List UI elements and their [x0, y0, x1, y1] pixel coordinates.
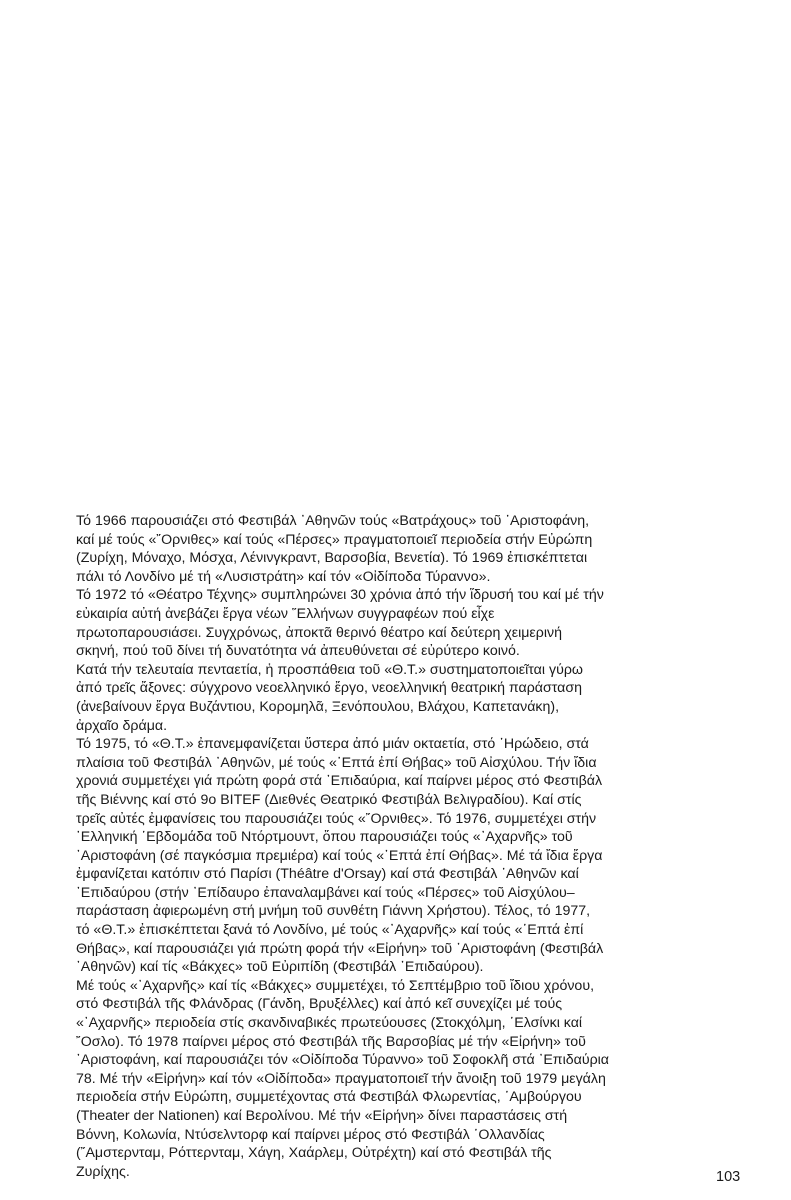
- text-line: ᾿Επιδαύρου (στήν ᾿Επίδαυρο ἐπαναλαμβάνει καί τούς «Πέρσες» τοῦ Αἰσχύλου–: [76, 884, 575, 901]
- text-line: «᾿Αχαρνῆς» περιοδεία στίς σκανδιναβικές πρωτεύουσες (Στοκχόλμη, ῾Ελσίνκι καί: [76, 1015, 583, 1032]
- text-line: εὐκαιρία αὐτή ἀνεβάζει ἔργα νέων ῞Ελλήνων συγγραφέων πού εἶχε: [76, 605, 495, 622]
- text-line: πρωτοπαρουσιάσει. Συγχρόνως, ἀποκτᾶ θερινό θέατρο καί δεύτερη χειμερινή: [76, 624, 562, 641]
- text-line: ῾Ελληνική ῾Εβδομάδα τοῦ Ντόρτμουντ, ὅπου παρουσιάζει τούς «᾿Αχαρνῆς» τοῦ: [76, 829, 573, 846]
- text-line: (ἀνεβαίνουν ἔργα Βυζάντιου, Κορομηλᾶ, Ξενόπουλου, Βλάχου, Καπετανάκη),: [76, 698, 560, 715]
- text-line: ἀπό τρεῖς ἄξονες: σύγχρονο νεοελληνικό ἔργο, νεοελληνική θεατρική παράσταση: [76, 680, 582, 697]
- text-line: περιοδεία στήν Εὐρώπη, συμμετέχοντας στά Φεστιβάλ Φλωρεντίας, ῾Αμβούργου: [76, 1089, 582, 1106]
- text-line: ᾿Αριστοφάνη (σέ παγκόσμια πρεμιέρα) καί τούς «῾Επτά ἐπί Θήβας». Μέ τά ἴδια ἔργα: [76, 847, 603, 864]
- text-line: (῎Αμστερνταμ, Ρόττερνταμ, Χάγη, Χαάρλεμ, Οὐτρέχτη) καί στό Φεστιβάλ τῆς: [76, 1145, 552, 1162]
- page-number: 103: [716, 1169, 741, 1185]
- text-line: Μέ τούς «᾿Αχαρνῆς» καί τίς «Βάκχες» συμμετέχει, τό Σεπτέμβριο τοῦ ἴδιου χρόνου,: [76, 977, 595, 994]
- text-line: Τό 1972 τό «Θέατρο Τέχνης» συμπληρώνει 30 χρόνια ἀπό τήν ἵδρυσή του καί μέ τήν: [76, 587, 604, 604]
- text-line: (Theater der Nationen) καί Βερολίνου. Μέ τήν «Εἰρήνη» δίνει παραστάσεις στή: [76, 1108, 568, 1124]
- text-line: στό Φεστιβάλ τῆς Φλάνδρας (Γάνδη, Βρυξέλλες) καί ἀπό κεῖ συνεχίζει μέ τούς: [76, 996, 563, 1013]
- text-line: ᾿Αριστοφάνη, καί παρουσιάζει τόν «Οἰδίποδα Τύραννο» τοῦ Σοφοκλῆ στά ᾿Επιδαύρια: [76, 1052, 610, 1069]
- text-line: (Ζυρίχη, Μόναχο, Μόσχα, Λένινγκραντ, Βαρσοβία, Βενετία). Τό 1969 ἐπισκέπτεται: [76, 550, 588, 567]
- text-line: χρονιά συμμετέχει γιά πρώτη φορά στά ᾿Επιδαύρια, καί παίρνει μέρος στό Φεστιβάλ: [76, 773, 603, 790]
- text-line: πάλι τό Λονδίνο μέ τή «Λυσιστράτη» καί τόν «Οἰδίποδα Τύραννο».: [76, 568, 491, 585]
- text-line: πλαίσια τοῦ Φεστιβάλ ᾿Αθηνῶν, μέ τούς «῾Επτά ἐπί Θήβας» τοῦ Αἰσχύλου. Τήν ἴδια: [76, 754, 597, 771]
- text-line: παράσταση ἀφιερωμένη στή μνήμη τοῦ συνθέτη Γιάννη Χρήστου). Τέλος, τό 1977,: [76, 903, 591, 920]
- text-line: 78. Μέ τήν «Εἰρήνη» καί τόν «Οἰδίποδα» πραγματοποιεῖ τήν ἄνοιξη τοῦ 1979 μεγάλη: [76, 1070, 606, 1087]
- text-line: ἀρχαῖο δράμα.: [76, 717, 168, 734]
- text-line: σκηνή, πού τοῦ δίνει τή δυνατότητα νά ἀπευθύνεται σέ εὐρύτερο κοινό.: [76, 643, 520, 660]
- text-line: τό «Θ.Τ.» ἐπισκέπτεται ξανά τό Λονδίνο, μέ τούς «᾿Αχαρνῆς» καί τούς «῾Επτά ἐπί: [76, 922, 584, 939]
- text-line: Βόννη, Κολωνία, Ντύσελντορφ καί παίρνει μέρος στό Φεστιβάλ ῾Ολλανδίας: [76, 1126, 545, 1143]
- body-text: [76, 512, 756, 1181]
- text-line: ἐμφανίζεται κατόπιν στό Παρίσι (Théâtre d'Orsay) καί στά Φεστιβάλ ᾿Αθηνῶν καί: [76, 866, 579, 883]
- text-line: Κατά τήν τελευταία πενταετία, ἡ προσπάθεια τοῦ «Θ.Τ.» συστηματοποιεῖται γύρω: [76, 661, 583, 678]
- text-line: Τό 1966 παρουσιάζει στό Φεστιβάλ ᾿Αθηνῶν τούς «Βατράχους» τοῦ ᾿Αριστοφάνη,: [76, 513, 590, 529]
- text-line: τρεῖς αὐτές ἐμφανίσεις του παρουσιάζει τούς «῎Ορνιθες». Τό 1976, συμμετέχει στήν: [76, 810, 597, 827]
- text-line: ῎Οσλο). Τό 1978 παίρνει μέρος στό Φεστιβάλ τῆς Βαρσοβίας μέ τήν «Εἰρήνη» τοῦ: [76, 1033, 586, 1050]
- text-line: καί μέ τούς «῎Ορνιθες» καί τούς «Πέρσες» πραγματοποιεῖ περιοδεία στήν Εὐρώπη: [76, 531, 593, 548]
- text-line: Ζυρίχης.: [76, 1163, 130, 1180]
- text-line: Θήβας», καί παρουσιάζει γιά πρώτη φορά τήν «Εἰρήνη» τοῦ ᾿Αριστοφάνη (Φεστιβάλ: [76, 940, 604, 957]
- text-line: ᾿Αθηνῶν) καί τίς «Βάκχες» τοῦ Εὐριπίδη (Φεστιβάλ ᾿Επιδαύρου).: [76, 959, 484, 976]
- text-line: τῆς Βιέννης καί στό 9ο BITEF (Διεθνές Θεατρικό Φεστιβάλ Βελιγραδίου). Καί στίς: [76, 791, 582, 808]
- text-line: Τό 1975, τό «Θ.Τ.» ἐπανεμφανίζεται ὕστερα ἀπό μιάν οκταετία, στό ῾Ηρώδειο, στά: [76, 736, 589, 753]
